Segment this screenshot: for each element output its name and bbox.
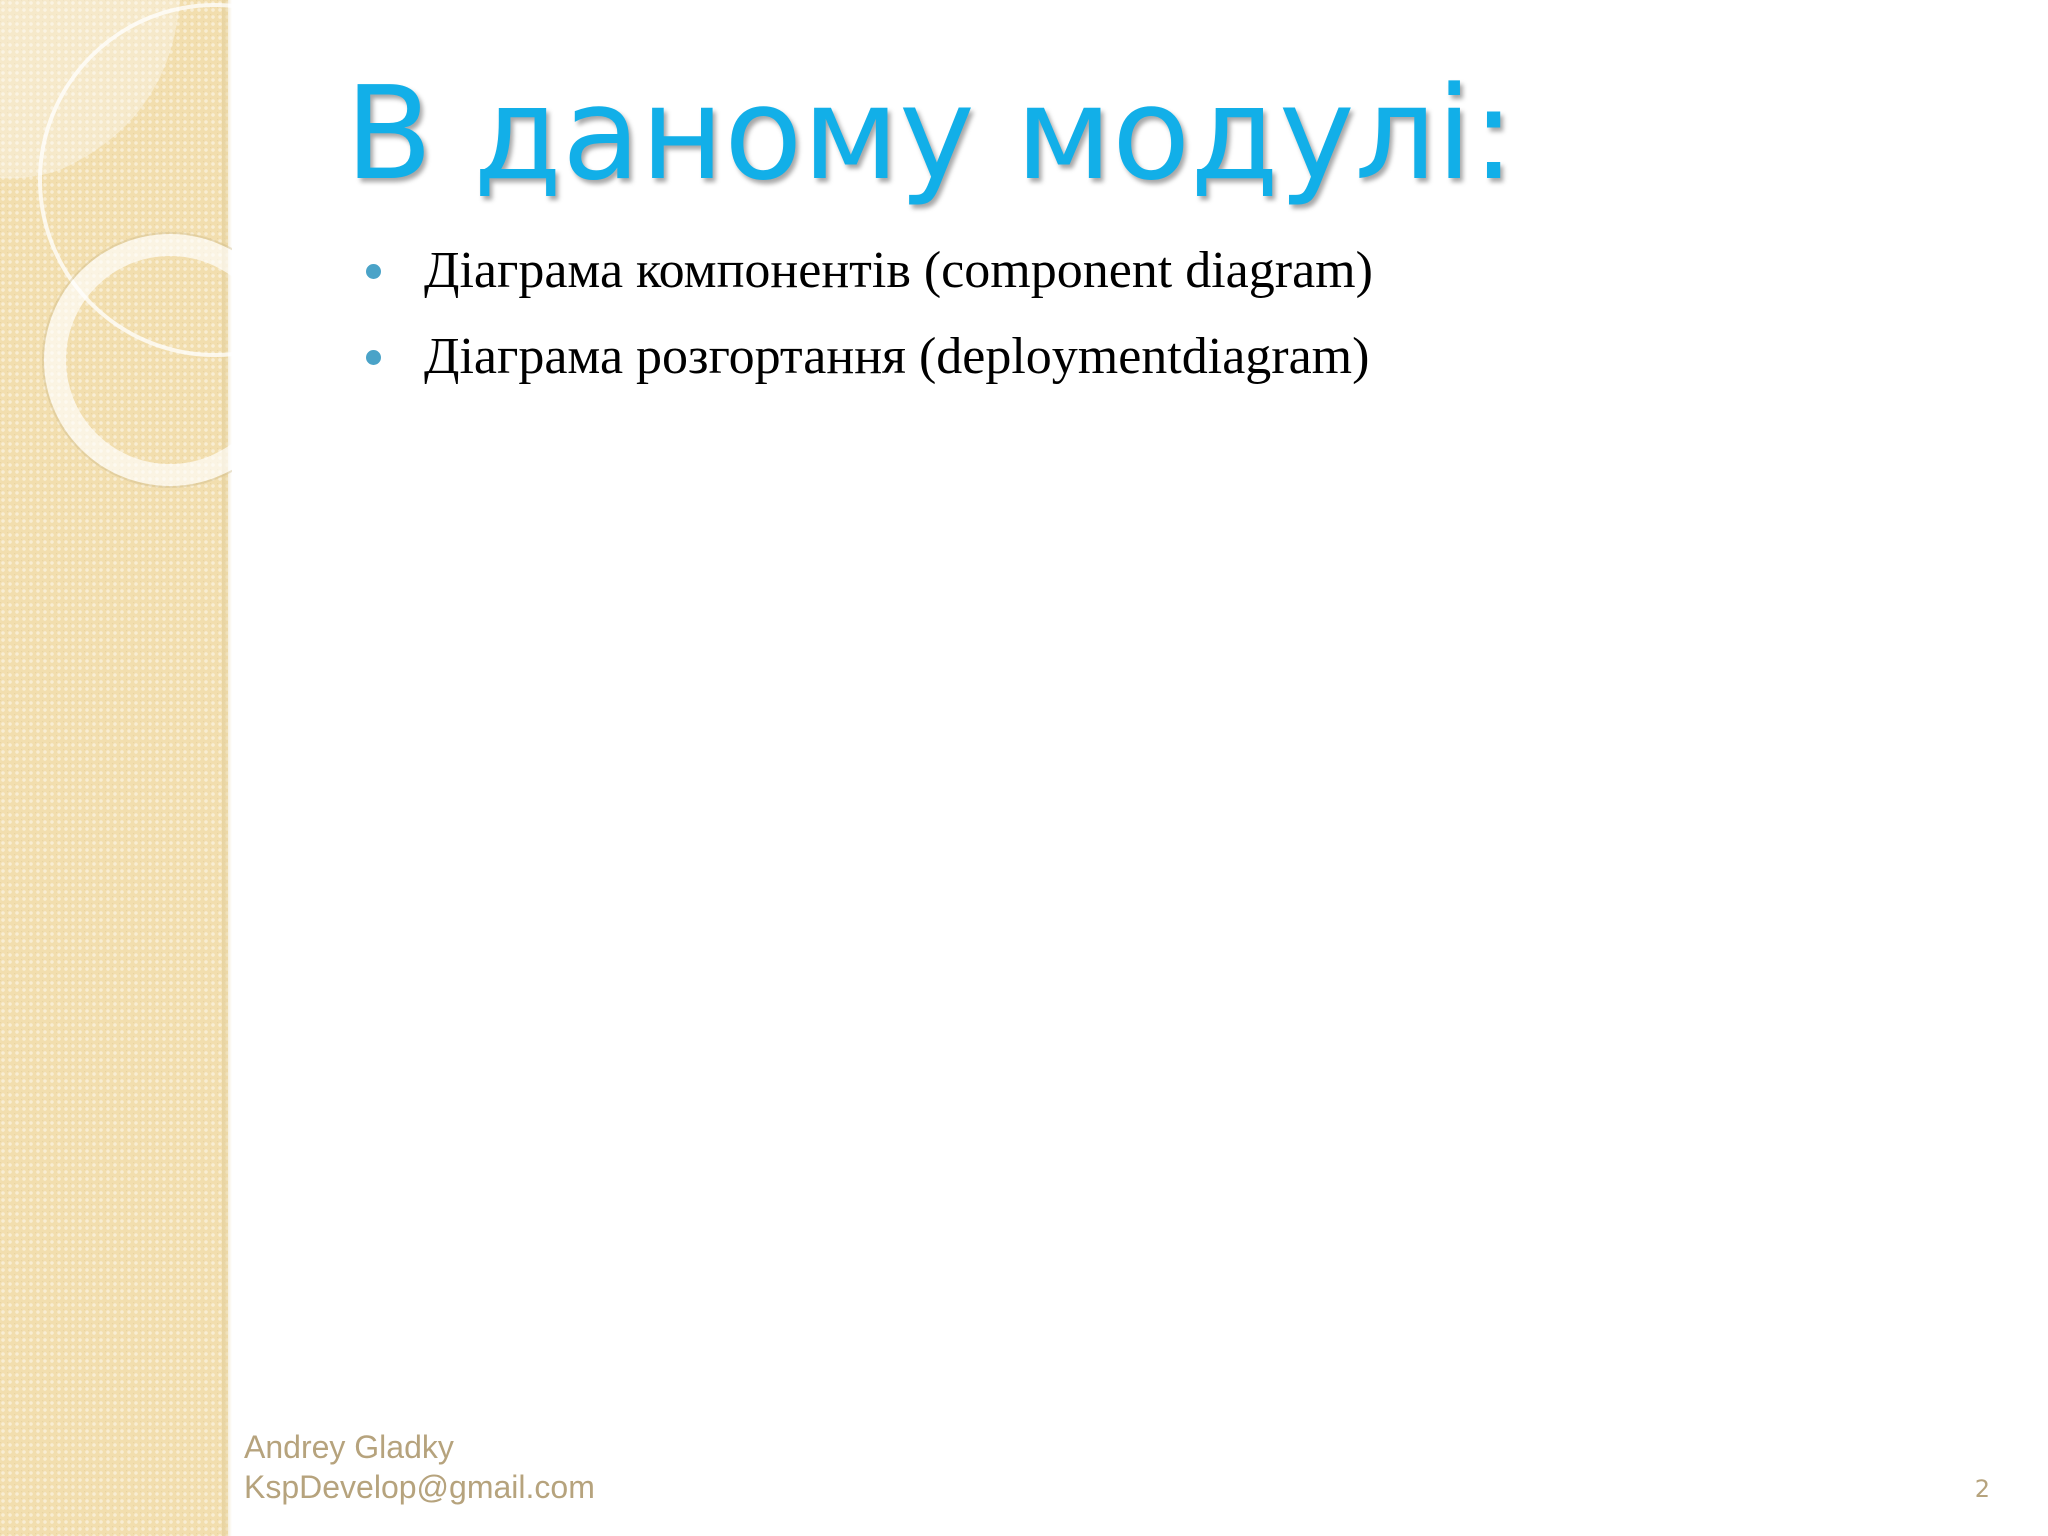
footer-email: KspDevelop@gmail.com [244, 1469, 595, 1505]
decorative-circles [0, 0, 232, 520]
bullet-icon [366, 264, 381, 279]
bullet-list [360, 240, 1373, 412]
list-item [360, 240, 1373, 326]
footer [244, 1427, 595, 1507]
list-item [360, 326, 1373, 412]
decorative-small-ring [55, 245, 232, 475]
page-number: 2 [1974, 1475, 1990, 1503]
slide-title: В даному модулі: [345, 60, 1516, 209]
decorative-light-panel [0, 0, 180, 178]
bullet-text: Діаграма компонентів (component diagram) [424, 242, 1373, 299]
decorative-small-ring-shadow [43, 233, 232, 487]
footer-author: Andrey Gladky [244, 1429, 454, 1465]
bullet-icon [366, 350, 381, 365]
bullet-text: Діаграма розгортання (deploymentdiagram) [424, 328, 1370, 385]
